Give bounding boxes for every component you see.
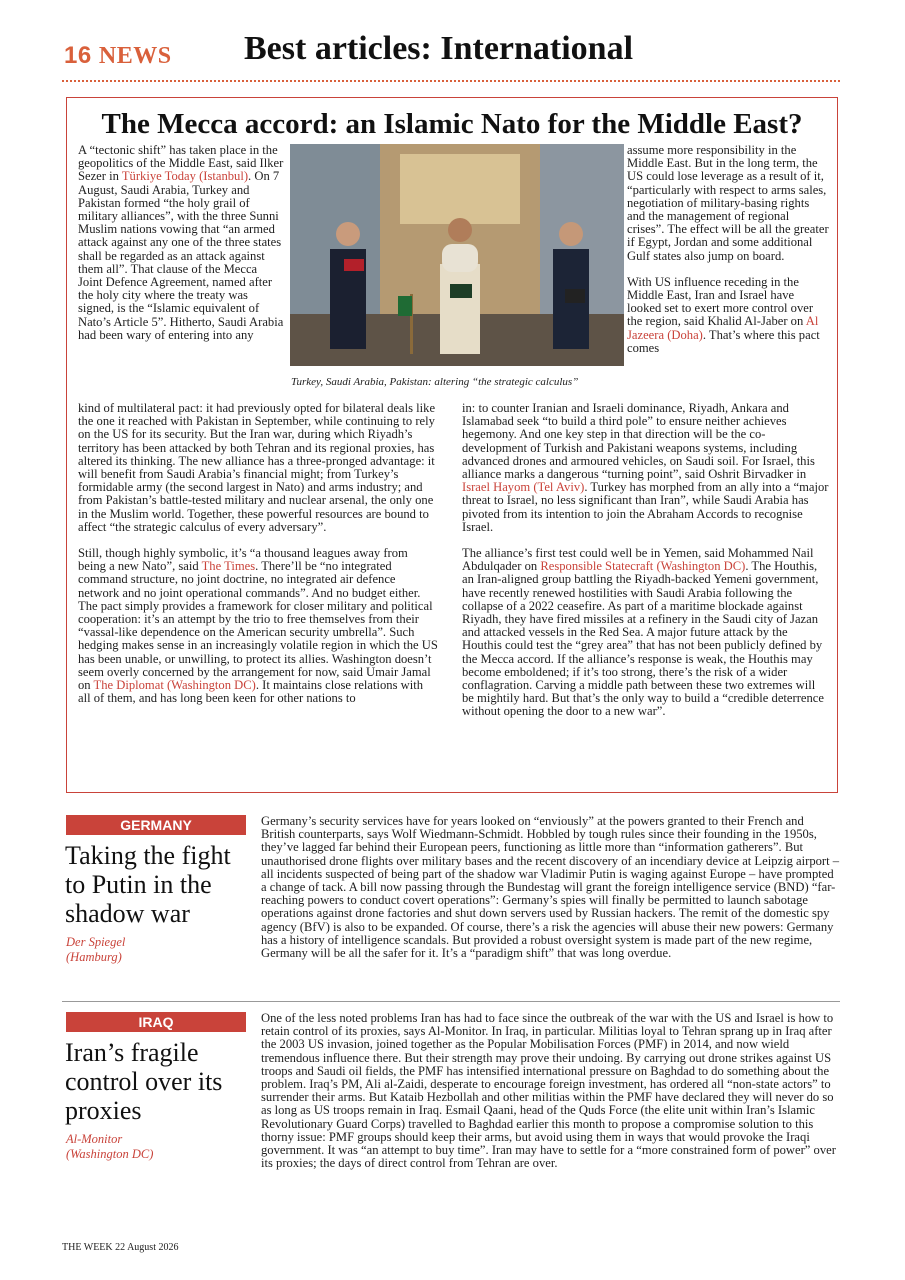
- main-paragraph: [78, 547, 438, 705]
- section-divider: [62, 1001, 840, 1002]
- source-link[interactable]: Al Jazeera (Doha): [627, 314, 819, 342]
- text-run: . That’s where this pact comes: [627, 327, 820, 355]
- text-run: A “tectonic shift” has taken place in the geopolitics of the Middle East, said Ilker Sezer in: [78, 143, 284, 184]
- article-title: Taking the fight to Putin in the shadow war: [65, 841, 231, 928]
- text-run: The alliance’s first test could well be in Yemen, said Mohammed Nail Abdulqader on: [462, 546, 814, 574]
- text-run: Still, though highly symbolic, it’s “a thousand leagues away from being a new Nato”, said: [78, 546, 408, 574]
- photo-caption: Turkey, Saudi Arabia, Pakistan: altering “the strategic calculus”: [291, 376, 579, 388]
- source-link[interactable]: Responsible Statecraft (Washington DC): [540, 559, 746, 574]
- page-footer: THE WEEK 22 August 2026: [62, 1242, 179, 1253]
- article-body: One of the less noted problems Iran has had to face since the outbreak of the war with the US and Israel is how to retain control of its proxies, says Al-Monitor. In Iraq, in particular. Militias loyal to Tehran sprang up in Iraq after the 2003 US invasion, joined together as the Popular Mobilisation Forces (PMF) in 2014, and now wield tremendous influence there. But their strength may prove their undoing. By carrying out drone strikes against US troops and Saudi oil fields, the PMF has intensified international pressure on Baghdad to do something about the problem. Iraq’s PM, Ali al-Zaidi, desperate to encourage foreign investment, has ordered all “non-state actors” to surrender their arms. But Kataib Hezbollah and other militias within the PMF have declared they will never do so as long as US troops remain in Iraq. Esmail Qaani, head of the Quds Force (the elite unit within Iran’s Islamic Revolutionary Guard Corps) travelled to Baghdad earlier this month to propose a compromise solution to this thorny issue: PMF groups should keep their arms, but avoid using them in ways that would provoke the Iraqi government. It was “an attempt to buy time”. Iran may have to settle for a “more constrained form of power” over its proxies; the days of direct control from Tehran are over.: [261, 1011, 836, 1171]
- text-run: . There’ll be “no integrated command structure, no joint doctrine, no integrated air defence network and no joint operational commands”. And no budget either. The pact simply provides a framework for closer military and political cooperation: it’s an attempt by the trio to free themselves from their “vassal-like dependence on the American security umbrella”. Such hedging makes sense in an increasingly volatile region in which the US has been unable, or unwilling, to protect its allies. Washington doesn’t seem overly concerned by the arrangement for now, said Umair Jamal on: [78, 559, 438, 693]
- page-number-value: 16: [64, 42, 92, 69]
- article-title: Iran’s fragile control over its proxies: [65, 1038, 223, 1125]
- text-run: . The Houthis, an Iran-aligned group battling the Riyadh-backed Yemeni government, have recently renewed hostilities with Saudi Arabia following the collapse of a 2022 ceasefire. As part of a maritime blockade against Riyadh, they have fired missiles at a refinery in the Saudi city of Jazan and attacked vessels in the Red Sea. A major future attack by the Houthis could test the “grey area” that has not been publicly defined by the Mecca accord. If the alliance’s response is weak, the Houthis may become emboldened; if it’s too strong, there’s the risk of a wider conflagration. Carving a middle path between these two extremes will be mightily hard. But that’s the only way to build a “credible deterrence without opening the door to a new war”.: [462, 559, 824, 719]
- article-source[interactable]: Der Spiegel (Hamburg): [66, 935, 126, 964]
- header-divider: [62, 80, 840, 82]
- leaders-photo-illustration: [290, 144, 624, 366]
- main-paragraph: [462, 547, 830, 719]
- main-left-wide: [78, 402, 438, 705]
- country-tag: GERMANY: [66, 815, 246, 835]
- text-run: . On 7 August, Saudi Arabia, Turkey and Pakistan formed “the holy grail of military alliances”, with the three Sunni Muslim nations vowing that “an armed attack against any one of the three states shall be regarded as an attack against them all”. That clause of the Mecca Joint Defence Agreement, named after the holy city where the treaty was signed, is the “Islamic equivalent of Nato’s Article 5”. Hitherto, Saudi Arabia had been wary of entering into any: [78, 169, 284, 342]
- iraq-article: [62, 1012, 840, 1202]
- source-link[interactable]: Israel Hayom (Tel Aviv): [462, 480, 585, 495]
- article-body: Germany’s security services have for years looked on “enviously” at the powers granted to their French and British counterparts, says Wolf Wiedmann-Schmidt. Hobbled by tough rules since their founding in the 1950s, they’ve lagged far behind their European peers, functioning as little more than “information gatherers”. But unauthorised drone flights over military bases and the recent discovery of an incendiary device at Leipzig airport – all incidents suspected of being part of the shadow war Vladimir Putin is waging against Europe – have prompted a change of tack. A bill now passing through the Bundestag will grant the foreign intelligence service (BND) “far-reaching powers to conduct covert operations”: Germany’s spies will finally be permitted to launch sabotage operations against drone factories and shut down servers used by Russian hackers. The remit of the domestic spy agency (BfV) is also to be expanded. Of course, there’s a risk the agencies will abuse their new powers: Germany has a history of intelligence scandals. But provided a robust oversight system is made part of the new regime, Germany will be all the safer for it. It’s a “paradigm shift” that was long overdue.: [261, 814, 840, 961]
- article-source[interactable]: Al-Monitor (Washington DC): [66, 1132, 154, 1161]
- country-tag: IRAQ: [66, 1012, 246, 1032]
- text-run: . Turkey has morphed from an ally into a “major threat to Israel, no less significant than Iran”, while Saudi Arabia has pivoted from its intention to join the Abraham Accords to recognise Israel.: [462, 480, 829, 534]
- page-title: Best articles: International: [244, 30, 634, 67]
- main-col1-top: [78, 144, 284, 342]
- text-run: . It maintains close relations with all of them, and has long been keen for other nations to: [78, 678, 424, 706]
- main-article: [66, 97, 838, 793]
- main-right-wide: [462, 402, 830, 719]
- text-run: in: to counter Iranian and Israeli dominance, Riyadh, Ankara and Islamabad seek “to build a third pole” to ensure neither achieves hegemony. And one key step in that direction will be the co-development of Turkish and Pakistani weapons systems, including advanced drones and armoured vehicles, on Saudi soil. For Israel, this alliance marks a dangerous “turning point”, said Oshrit Birvadker in: [462, 401, 815, 482]
- main-paragraph: [462, 402, 830, 534]
- text-run: With US influence receding in the Middle East, Iran and Israel have looked set to exert more control over the region, said Khalid Al-Jaber on: [627, 274, 814, 329]
- main-paragraph: kind of multilateral pact: it had previously opted for bilateral deals like the one it reached with Pakistan in September, while continuing to rely on the US for its security. But the Iran war, during which Riyadh’s territory has been attacked by both Tehran and its regional proxies, has altered its thinking. The new alliance has a three-pronged advantage: it will benefit from Saudi Arabia’s financial might; from Turkey’s formidable army (the second largest in Nato) and arms industry; and from Pakistan’s battle-tested military and nuclear arsenal, the only one in the Muslim world. Together, these powerful resources are bound to affect “the strategic calculus of every adversary”.: [78, 401, 436, 534]
- main-paragraph: assume more responsibility in the Middle East. But in the long term, the US could lose leverage as a result of it, “particularly with respect to arms sales, negotiation of military-basing rights and the management of regional crises”. The effect will be all the greater if Egypt, Jordan and some additional Gulf states also jump on board.: [627, 143, 829, 263]
- source-link[interactable]: The Times: [201, 559, 256, 574]
- article-photo: [290, 144, 624, 366]
- main-col3-top: [627, 144, 829, 355]
- main-paragraph: [78, 144, 284, 342]
- page-number: [64, 42, 172, 70]
- main-paragraph: [627, 276, 829, 355]
- page-header: [62, 28, 840, 78]
- section-label: NEWS: [98, 43, 172, 69]
- source-link[interactable]: The Diplomat (Washington DC): [93, 678, 256, 693]
- main-headline: The Mecca accord: an Islamic Nato for the Middle East?: [101, 108, 803, 140]
- germany-article: [62, 815, 840, 995]
- source-link[interactable]: Türkiye Today (Istanbul): [121, 169, 249, 184]
